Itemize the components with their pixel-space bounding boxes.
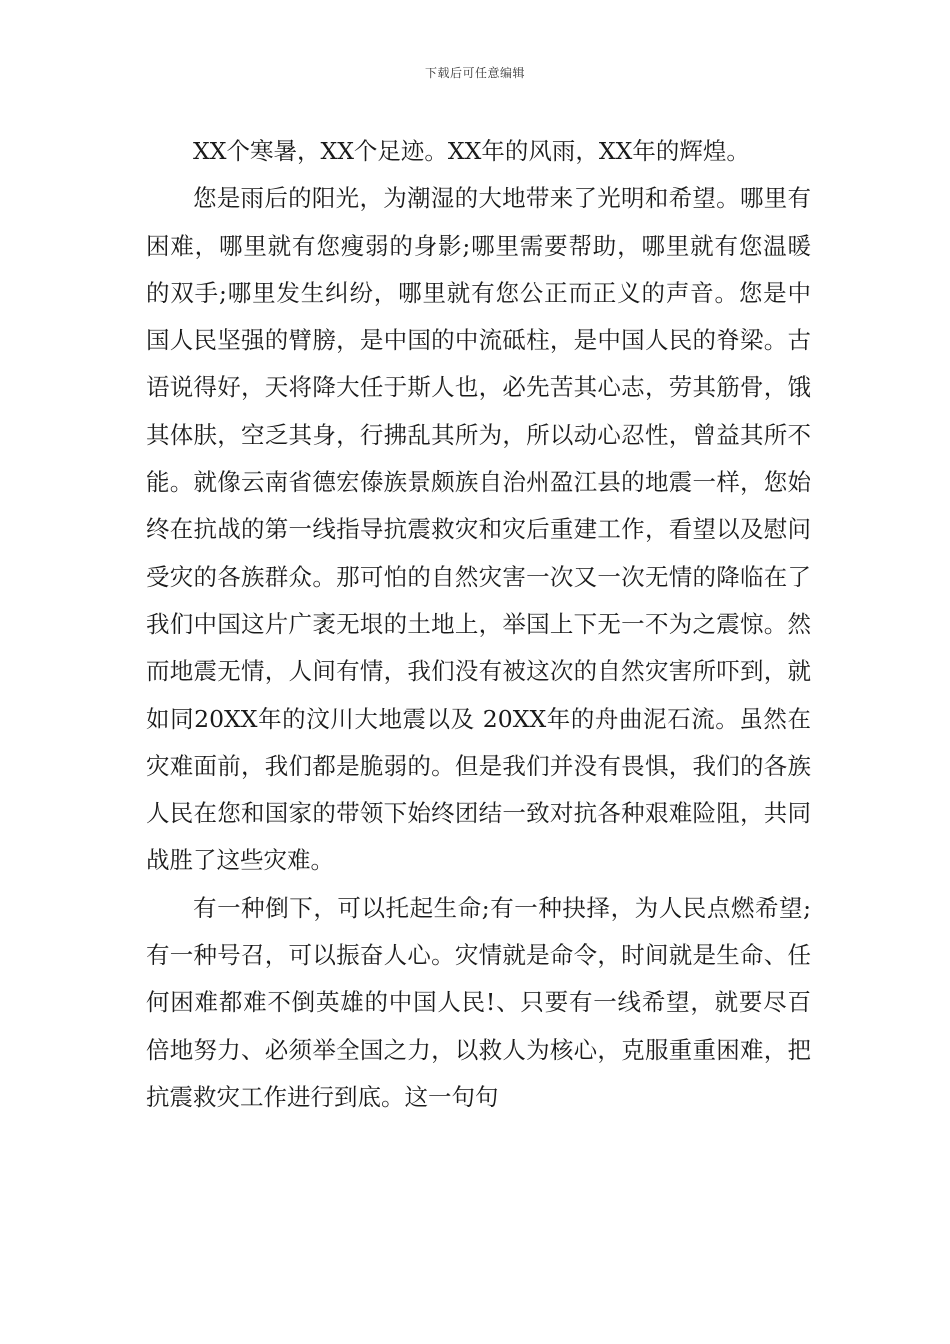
page-header-note: 下载后可任意编辑 (424, 66, 525, 80)
paragraph: 您是雨后的阳光，为潮湿的大地带来了光明和希望。哪里有困难，哪里就有您瘦弱的身影;哪里需要帮助，哪里就有您温暖的双手;哪里发生纠纷，哪里就有您公正而正义的声音。您是中国人民坚强的臂膀，是中国的中流砥柱，是中国人民的脊梁。古语说得好，天将降大任于斯人也，必先苦其心志，劳其筋骨，饿其体肤，空乏其身，行拂乱其所为，所以动心忍性，曾益其所不能。就像云南省德宏傣族景颇族自治州盈江县的地震一样，您始终在抗战的第一线指导抗震救灾和灾后重建工作，看望以及慰问受灾的各族群众。那可怕的自然灾害一次又一次无情的降临在了我们中国这片广袤无垠的土地上，举国上下无一不为之震惊。然而地震无情，人间有情，我们没有被这次的自然灾害所吓到，就如同20XX年的汶川大地震以及 20XX年的舟曲泥石流。虽然在灾难面前，我们都是脆弱的。但是我们并没有畏惧，我们的各族人民在您和国家的带领下始终团结一致对抗各种艰难险阻，共同战胜了这些灾难。 (146, 184, 811, 875)
paragraph: XX个寒暑，XX个足迹。XX年的风雨，XX年的辉煌。 (193, 137, 750, 165)
document-body (146, 128, 811, 1121)
paragraph: 有一种倒下，可以托起生命;有一种抉择，为人民点燃希望;有一种号召，可以振奋人心。灾情就是命令，时间就是生命、任何困难都难不倒英雄的中国人民!、只要有一线希望，就要尽百倍地努力、必须举全国之力，以救人为核心，克服重重困难，把抗震救灾工作进行到底。这一句句 (146, 893, 811, 1111)
